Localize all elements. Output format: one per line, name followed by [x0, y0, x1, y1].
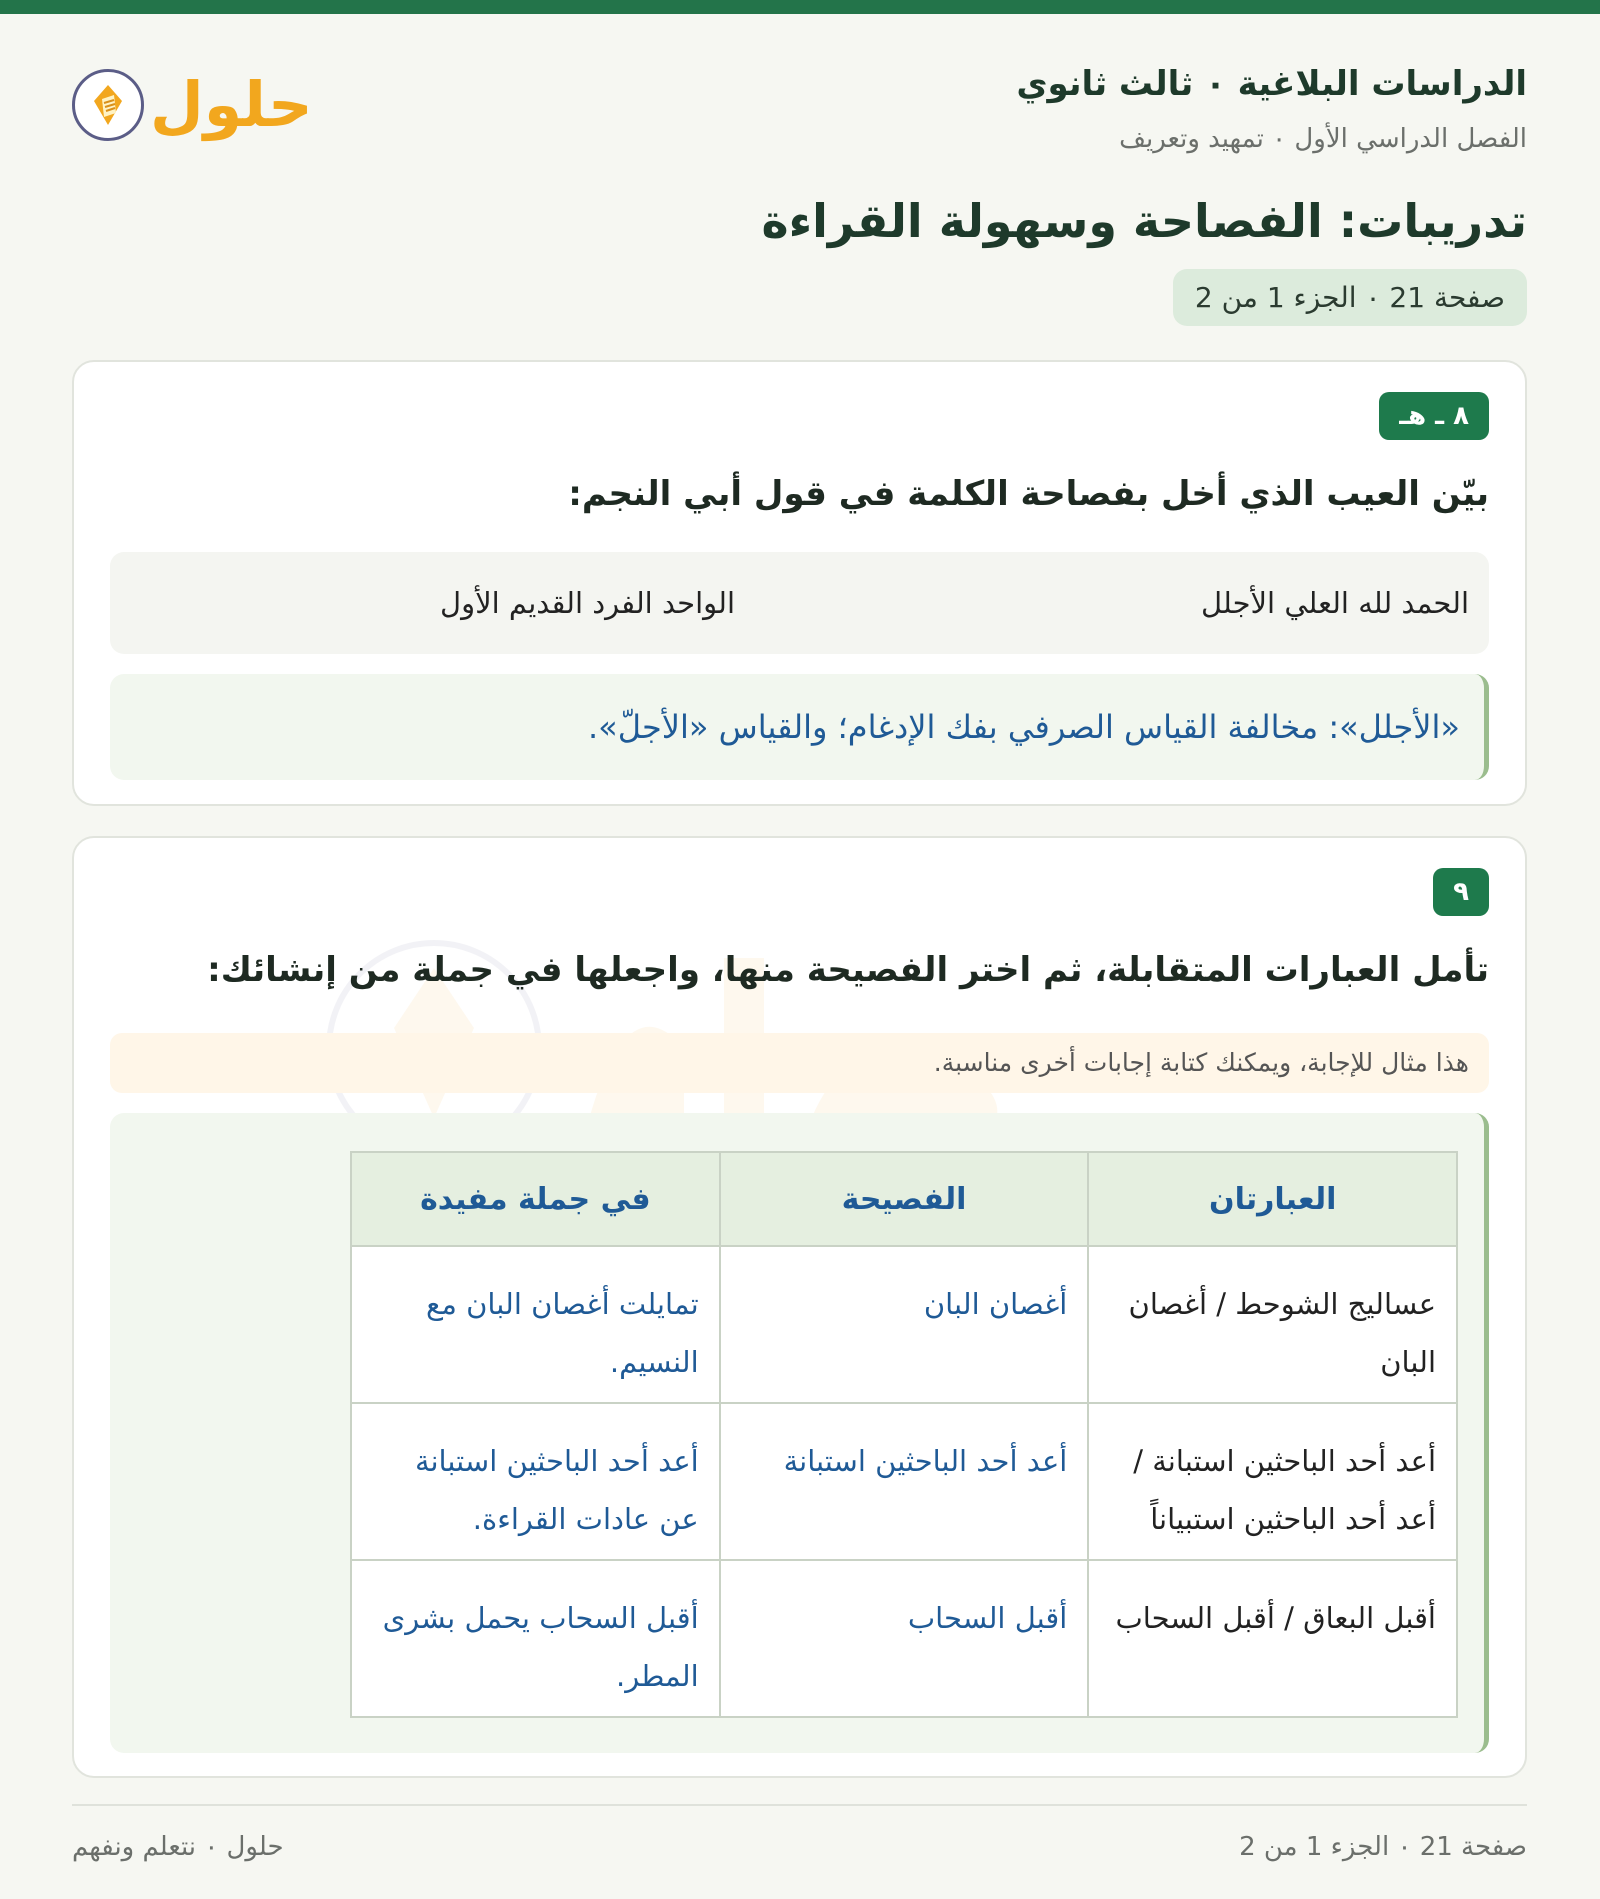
table-row	[351, 1403, 1457, 1560]
table-cell: أقبل البعاق / أقبل السحاب	[1088, 1560, 1457, 1717]
table-cell: عساليج الشوحط / أغصان البان	[1088, 1246, 1457, 1403]
footer-brand: حلول ٠ نتعلم ونفهم	[72, 1832, 284, 1862]
page	[72, 14, 1527, 1862]
column-header-sentence: في جملة مفيدة	[351, 1152, 720, 1246]
note-box	[110, 1033, 1489, 1093]
table-header-row	[351, 1152, 1457, 1246]
verse-box	[110, 552, 1489, 654]
table-cell: أغصان البان	[720, 1246, 1089, 1403]
answers-table	[350, 1151, 1458, 1718]
question-text: تأمل العبارات المتقابلة، ثم اختر الفصيحة منها، واجعلها في جملة من إنشائك:	[207, 950, 1489, 990]
question-text: بيّن العيب الذي أخل بفصاحة الكلمة في قول أبي النجم:	[568, 474, 1489, 514]
answer-text: «الأجلل»: مخالفة القياس الصرفي بفك الإدغام؛ والقياس «الأجلّ».	[588, 708, 1460, 746]
note-text: هذا مثال للإجابة، ويمكنك كتابة إجابات أخرى مناسبة.	[933, 1048, 1469, 1077]
table-cell: أعد أحد الباحثين استبانة / أعد أحد الباحثين استبياناً	[1088, 1403, 1457, 1560]
page-badge: صفحة 21 ٠ الجزء 1 من 2	[1173, 269, 1527, 326]
course-subtitle: الفصل الدراسي الأول ٠ تمهيد وتعريف	[1119, 124, 1527, 154]
header	[72, 14, 1527, 164]
verse-part-1: الحمد لله العلي الأجلل	[1201, 586, 1469, 620]
verse-part-2: الواحد الفرد القديم الأول	[440, 586, 736, 620]
table-cell: أقبل السحاب يحمل بشرى المطر.	[351, 1560, 720, 1717]
logo[interactable]	[72, 69, 313, 141]
book-icon	[72, 69, 144, 141]
footer-page-info: صفحة 21 ٠ الجزء 1 من 2	[1239, 1832, 1527, 1862]
question-card-2	[72, 836, 1527, 1778]
answer-box	[110, 674, 1489, 780]
table-row	[351, 1246, 1457, 1403]
question-card-1	[72, 360, 1527, 806]
column-header-phrases: العبارتان	[1088, 1152, 1457, 1246]
footer-divider	[72, 1804, 1527, 1806]
question-number-badge: ٨ ـ هـ	[1379, 392, 1489, 440]
top-accent-bar	[0, 0, 1600, 14]
page-title: تدريبات: الفصاحة وسهولة القراءة	[761, 194, 1527, 248]
column-header-eloquent: الفصيحة	[720, 1152, 1089, 1246]
table-cell: أقبل السحاب	[720, 1560, 1089, 1717]
table-cell: أعد أحد الباحثين استبانة عن عادات القراءة.	[351, 1403, 720, 1560]
question-number-badge: ٩	[1433, 868, 1489, 916]
table-cell: تمايلت أغصان البان مع النسيم.	[351, 1246, 720, 1403]
table-row	[351, 1560, 1457, 1717]
table-cell: أعد أحد الباحثين استبانة	[720, 1403, 1089, 1560]
logo-text: حلول	[150, 68, 313, 141]
table-container	[110, 1113, 1489, 1753]
course-title: الدراسات البلاغية ٠ ثالث ثانوي	[1016, 64, 1527, 104]
